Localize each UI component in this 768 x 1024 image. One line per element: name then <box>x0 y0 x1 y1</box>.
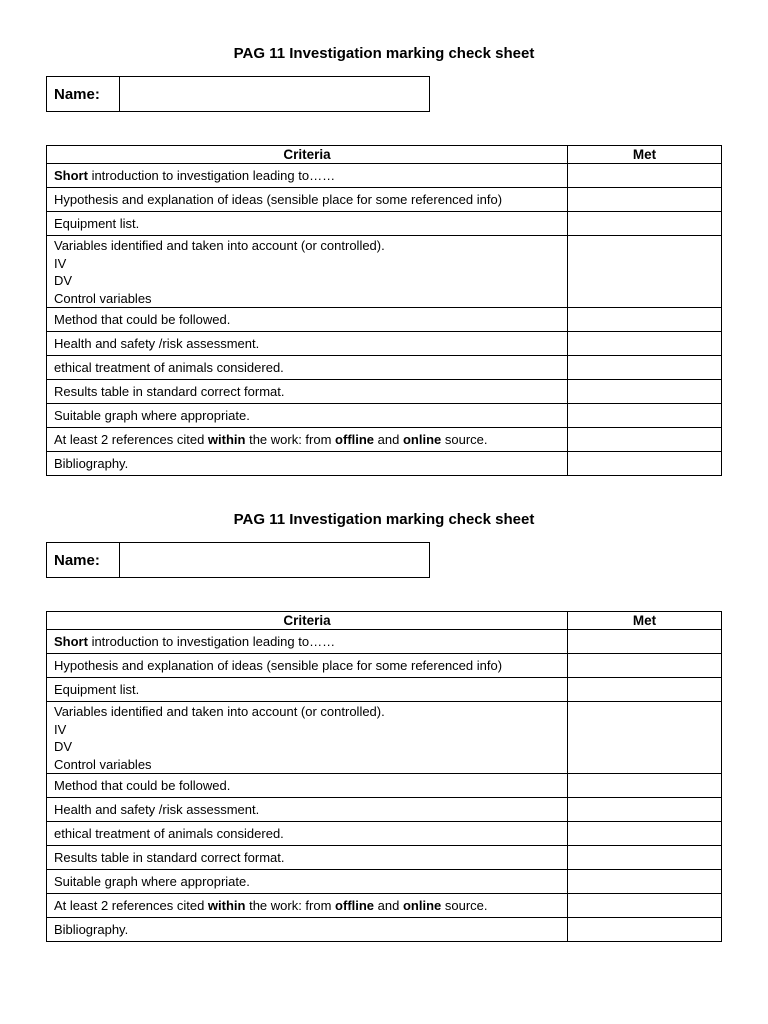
table-row <box>47 678 722 702</box>
criteria-line: IV <box>54 721 67 737</box>
bold-text: online <box>402 431 442 447</box>
criteria-cell <box>47 428 568 452</box>
table-row <box>47 404 722 428</box>
name-field[interactable] <box>120 543 429 577</box>
table-row <box>47 236 722 308</box>
table-row <box>47 428 722 452</box>
criteria-text: the work: from <box>245 431 336 447</box>
criteria-cell: Equipment list. <box>47 212 568 236</box>
table-row <box>47 164 722 188</box>
met-cell[interactable] <box>568 918 722 942</box>
met-cell[interactable] <box>568 356 722 380</box>
table-row <box>47 702 722 774</box>
met-cell[interactable] <box>568 308 722 332</box>
criteria-text: At least 2 references cited <box>54 431 208 447</box>
criteria-header: Criteria <box>47 612 568 630</box>
table-row <box>47 894 722 918</box>
criteria-cell <box>47 164 568 188</box>
met-cell[interactable] <box>568 212 722 236</box>
criteria-text: the work: from <box>245 897 336 913</box>
sheet-title: PAG 11 Investigation marking check sheet <box>233 511 535 528</box>
met-cell[interactable] <box>568 452 722 476</box>
met-cell[interactable] <box>568 188 722 212</box>
criteria-line: Control variables <box>54 290 152 306</box>
bold-text: Short <box>54 633 88 649</box>
criteria-cell <box>47 702 568 774</box>
criteria-text: introduction to investigation leading to…… <box>87 167 336 183</box>
met-cell[interactable] <box>568 822 722 846</box>
met-cell[interactable] <box>568 404 722 428</box>
criteria-line: DV <box>54 273 73 288</box>
table-row <box>47 188 722 212</box>
criteria-cell: Hypothesis and explanation of ideas (sensible place for some referenced info) <box>47 654 568 678</box>
met-cell[interactable] <box>568 846 722 870</box>
criteria-line: Variables identified and taken into account (or controlled). <box>54 238 385 253</box>
criteria-cell: Equipment list. <box>47 678 568 702</box>
criteria-cell: Bibliography. <box>47 918 568 942</box>
sheet-title: PAG 11 Investigation marking check sheet <box>233 45 535 62</box>
name-label: Name: <box>47 543 120 577</box>
met-cell[interactable] <box>568 702 722 774</box>
criteria-table <box>46 145 722 476</box>
table-row <box>47 308 722 332</box>
criteria-text: and <box>374 897 403 913</box>
met-header: Met <box>568 612 722 630</box>
met-cell[interactable] <box>568 678 722 702</box>
met-header: Met <box>568 146 722 164</box>
criteria-cell: Results table in standard correct format. <box>47 846 568 870</box>
met-cell[interactable] <box>568 332 722 356</box>
bold-text: offline <box>335 431 375 447</box>
met-cell[interactable] <box>568 798 722 822</box>
criteria-text: source. <box>441 431 488 447</box>
table-row <box>47 356 722 380</box>
name-box <box>46 76 430 112</box>
criteria-cell <box>47 630 568 654</box>
bold-text: within <box>207 897 246 913</box>
name-box <box>46 542 430 578</box>
table-row <box>47 654 722 678</box>
bold-text: Short <box>54 167 88 183</box>
criteria-cell: Bibliography. <box>47 452 568 476</box>
criteria-text: introduction to investigation leading to…… <box>87 633 336 649</box>
criteria-text: and <box>374 431 403 447</box>
criteria-cell: Suitable graph where appropriate. <box>47 404 568 428</box>
table-row <box>47 822 722 846</box>
met-cell[interactable] <box>568 164 722 188</box>
met-cell[interactable] <box>568 654 722 678</box>
criteria-cell: Results table in standard correct format. <box>47 380 568 404</box>
table-row <box>47 630 722 654</box>
criteria-cell: Hypothesis and explanation of ideas (sensible place for some referenced info) <box>47 188 568 212</box>
criteria-header: Criteria <box>47 146 568 164</box>
criteria-line: Control variables <box>54 756 152 772</box>
criteria-cell: Health and safety /risk assessment. <box>47 332 568 356</box>
table-row <box>47 212 722 236</box>
criteria-text: At least 2 references cited <box>54 897 208 913</box>
table-header-row <box>47 612 722 630</box>
met-cell[interactable] <box>568 774 722 798</box>
criteria-line: Variables identified and taken into account (or controlled). <box>54 704 385 719</box>
table-row <box>47 846 722 870</box>
met-cell[interactable] <box>568 380 722 404</box>
table-row <box>47 332 722 356</box>
criteria-text: source. <box>441 897 488 913</box>
met-cell[interactable] <box>568 870 722 894</box>
met-cell[interactable] <box>568 236 722 308</box>
table-row <box>47 870 722 894</box>
bold-text: online <box>402 897 442 913</box>
table-row <box>47 774 722 798</box>
name-label: Name: <box>47 77 120 111</box>
criteria-cell: Health and safety /risk assessment. <box>47 798 568 822</box>
table-row <box>47 918 722 942</box>
table-row <box>47 380 722 404</box>
criteria-line: IV <box>54 255 67 271</box>
criteria-cell <box>47 894 568 918</box>
criteria-table <box>46 611 722 942</box>
criteria-cell: Suitable graph where appropriate. <box>47 870 568 894</box>
table-header-row <box>47 146 722 164</box>
bold-text: within <box>207 431 246 447</box>
name-field[interactable] <box>120 77 429 111</box>
criteria-cell: Method that could be followed. <box>47 308 568 332</box>
table-row <box>47 452 722 476</box>
met-cell[interactable] <box>568 428 722 452</box>
criteria-cell: ethical treatment of animals considered. <box>47 356 568 380</box>
table-row <box>47 798 722 822</box>
criteria-cell: Method that could be followed. <box>47 774 568 798</box>
criteria-cell: ethical treatment of animals considered. <box>47 822 568 846</box>
criteria-line: DV <box>54 739 73 754</box>
met-cell[interactable] <box>568 894 722 918</box>
criteria-cell <box>47 236 568 308</box>
met-cell[interactable] <box>568 630 722 654</box>
bold-text: offline <box>335 897 375 913</box>
